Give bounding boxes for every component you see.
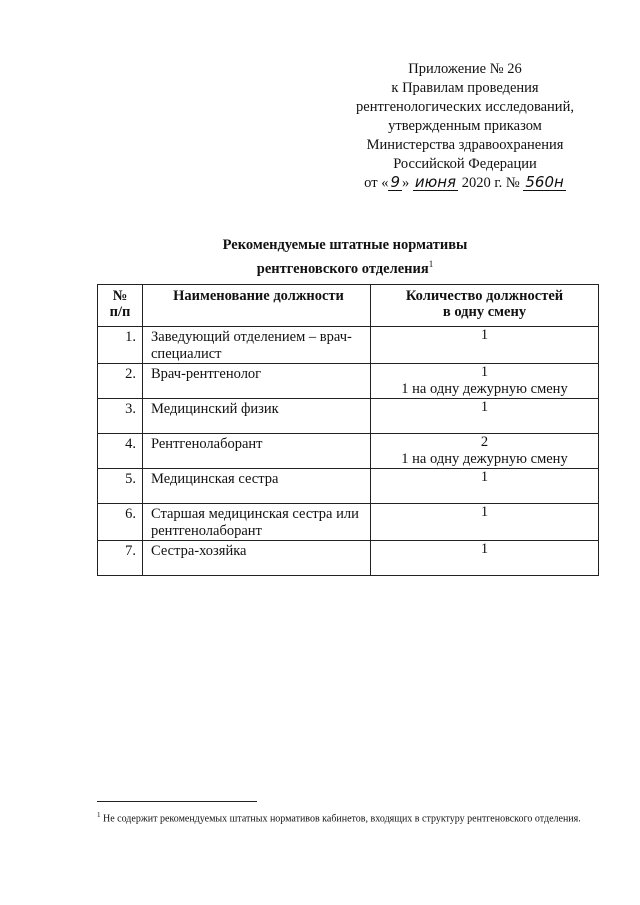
table-row [98, 541, 599, 576]
position-qty: 1 [480, 364, 489, 380]
table-row [98, 469, 599, 504]
header-qty-line-1: Количество должностей [405, 288, 564, 304]
appendix-line-5: Министерства здравоохранения [366, 137, 564, 153]
position-name: Рентгенолаборант [151, 436, 263, 452]
position-qty: 1 [480, 469, 489, 485]
title-line-2 [180, 255, 510, 279]
footnote [97, 808, 602, 826]
position-qty: 1 [480, 541, 489, 557]
row-number: 6. [125, 506, 136, 522]
handwritten-order-number: 560н [525, 173, 564, 191]
header-num-line-2: п/п [109, 304, 131, 320]
position-qty: 2 [480, 434, 489, 450]
position-name: Медицинский физик [151, 401, 279, 417]
order-date-line [330, 174, 600, 193]
title-line-2-text: рентгеновского отделения [256, 260, 429, 277]
position-qty: 1 [480, 327, 489, 343]
position-qty-extra: 1 на одну дежурную смену [401, 451, 568, 467]
handwritten-month: июня [414, 173, 457, 191]
document-title [180, 236, 510, 279]
appendix-line-2: к Правилам проведения [391, 80, 539, 96]
footnote-divider [97, 801, 257, 802]
row-number: 3. [125, 401, 136, 417]
date-mid: » [402, 175, 410, 191]
table-row [98, 434, 599, 469]
table-header-row [98, 285, 599, 327]
appendix-line-4: утвержденным приказом [388, 118, 542, 134]
title-line-1: Рекомендуемые штатные нормативы [222, 237, 468, 253]
table-row [98, 327, 599, 364]
appendix-header [330, 60, 600, 193]
table-row [98, 364, 599, 399]
row-number: 1. [125, 329, 136, 345]
appendix-line-3: рентгенологических исследований, [356, 99, 574, 115]
position-qty: 1 [480, 504, 489, 520]
date-prefix: от « [364, 175, 389, 191]
year-text: 2020 г. № [461, 175, 520, 191]
header-qty [371, 285, 599, 327]
position-name: Врач-рентгенолог [151, 366, 262, 382]
row-number: 7. [125, 543, 136, 559]
row-number: 5. [125, 471, 136, 487]
header-name [143, 285, 371, 327]
footnote-mark: 1 [97, 811, 101, 819]
header-num-line-1: № [112, 288, 128, 304]
position-name: Сестра-хозяйка [151, 543, 247, 559]
position-name: Медицинская сестра [151, 471, 279, 487]
position-qty: 1 [480, 399, 489, 415]
header-qty-line-2: в одну смену [442, 304, 527, 320]
staffing-table [97, 284, 599, 576]
position-qty-extra: 1 на одну дежурную смену [401, 381, 568, 397]
row-number: 2. [125, 366, 136, 382]
appendix-number: Приложение № 26 [408, 61, 522, 77]
position-name: Заведующий отделением – врач-специалист [151, 329, 352, 362]
header-name-text: Наименование должности [173, 288, 344, 304]
table-row [98, 504, 599, 541]
handwritten-day: 9 [390, 173, 400, 191]
footnote-text: Не содержит рекомендуемых штатных нормативов кабинетов, входящих в структуру рентгеновского отделения. [103, 813, 581, 825]
title-footnote-mark: 1 [428, 259, 434, 269]
header-num [98, 285, 143, 327]
appendix-line-6: Российской Федерации [393, 156, 537, 172]
row-number: 4. [125, 436, 136, 452]
position-name: Старшая медицинская сестра или рентгенолаборант [151, 506, 359, 539]
table-row [98, 399, 599, 434]
